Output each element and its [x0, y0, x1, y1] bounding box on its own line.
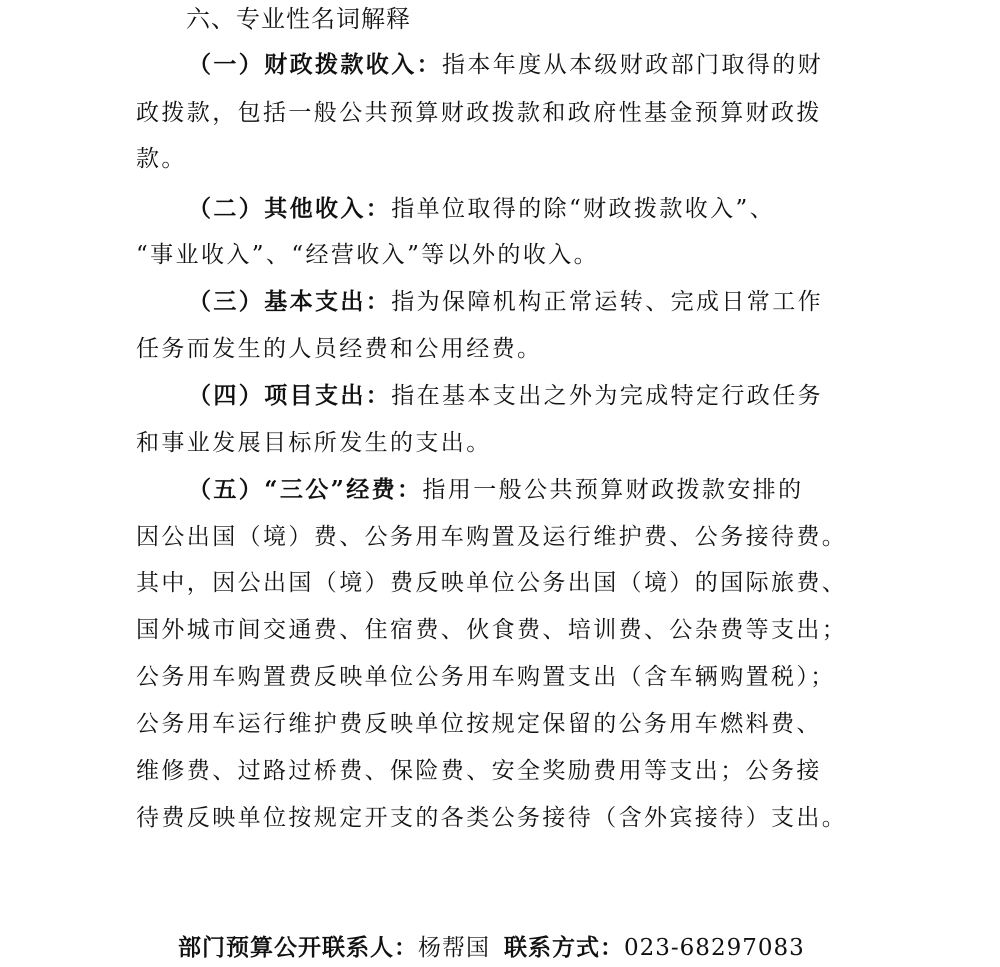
- definition-term: （一）财政拨款收入：: [188, 51, 442, 78]
- definition-item-1-line-1: [188, 49, 823, 81]
- definition-item-5-line-7: 维修费、过路过桥费、保险费、安全奖励费用等支出；公务接: [136, 758, 822, 784]
- definition-text: 指在基本支出之外为完成特定行政任务: [391, 383, 824, 409]
- contact-name: 杨帮国: [418, 935, 490, 961]
- definition-item-4-line-1: [188, 380, 823, 412]
- definition-term: （三）基本支出：: [188, 288, 392, 315]
- contact-label: 部门预算公开联系人：: [178, 934, 418, 961]
- definition-term: （二）其他收入：: [188, 195, 392, 222]
- definition-text: 指用一般公共预算财政拨款安排的: [422, 477, 804, 503]
- definition-term: （四）项目支出：: [188, 382, 392, 409]
- definition-item-3-line-1: [188, 286, 823, 318]
- definition-item-4-line-2: 和事业发展目标所发生的支出。: [136, 430, 492, 456]
- definition-item-2-line-1: [188, 193, 775, 225]
- section-heading: 六、专业性名词解释: [186, 5, 411, 33]
- definition-item-5-line-8: 待费反映单位按规定开支的各类公务接待（含外宾接待）支出。: [136, 805, 848, 831]
- definition-item-5-line-2: 因公出国（境）费、公务用车购置及运行维护费、公务接待费。: [136, 524, 848, 550]
- definition-term: （五）“三公”经费：: [188, 476, 423, 503]
- definition-text: 指为保障机构正常运转、完成日常工作: [391, 289, 824, 315]
- phone-label: 联系方式：: [504, 934, 624, 961]
- phone-number: 023-68297083: [624, 935, 805, 961]
- definition-item-5-line-1: [188, 474, 803, 506]
- definition-item-3-line-2: 任务而发生的人员经费和公用经费。: [136, 336, 543, 362]
- contact-footer: [178, 932, 805, 964]
- definition-item-1-line-2: 政拨款，包括一般公共预算财政拨款和政府性基金预算财政拨: [136, 100, 822, 126]
- definition-text: 指本年度从本级财政部门取得的财: [442, 52, 823, 78]
- definition-item-1-line-3: 款。: [136, 146, 187, 172]
- definition-text: 指单位取得的除“财政拨款收入”、: [391, 196, 776, 222]
- definition-item-2-line-2: “事业收入”、“经营收入”等以外的收入。: [136, 242, 600, 268]
- definition-item-5-line-4: 国外城市间交通费、住宿费、伙食费、培训费、公杂费等支出；: [136, 617, 848, 643]
- definition-item-5-line-5: 公务用车购置费反映单位公务用车购置支出（含车辆购置税）；: [136, 664, 836, 690]
- definition-item-5-line-3: 其中，因公出国（境）费反映单位公务出国（境）的国际旅费、: [136, 570, 848, 596]
- definition-item-5-line-6: 公务用车运行维护费反映单位按规定保留的公务用车燃料费、: [136, 711, 822, 737]
